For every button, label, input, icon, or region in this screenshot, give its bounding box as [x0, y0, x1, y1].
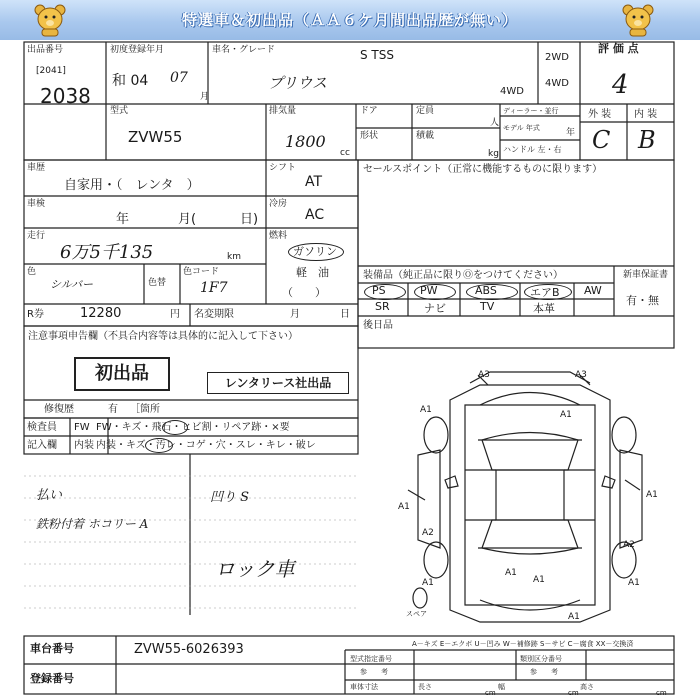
first-registration-era: 和 04 [112, 73, 149, 89]
first-registration-label: 初度登録年月 [110, 45, 165, 55]
damage-mark: A1 [398, 502, 410, 512]
damage-mark: A1 [646, 490, 658, 500]
damage-mark: A1 [533, 575, 545, 585]
dealer-label: ディーラー・並行 [503, 107, 559, 115]
damage-mark: A1 [420, 405, 432, 415]
inspector-row1: FW・キズ・飛石・ヒビ割・リペア跡・×要 [96, 422, 290, 433]
capacity-unit: 人 [490, 118, 500, 128]
first-listing-stamp: 初出品 [74, 357, 170, 391]
score-value: 4 [612, 70, 629, 100]
fuel-diesel: 軽 油 [296, 266, 329, 279]
length-label: 長さ [418, 683, 432, 691]
height-unit: cm [656, 689, 667, 697]
body-size-label: 車体寸法 [350, 683, 378, 691]
damage-mark: A3 [478, 370, 490, 380]
handwritten-line-1: 払い [36, 488, 63, 503]
spare-label: スペア [406, 610, 427, 618]
displacement-unit: cc [340, 148, 350, 158]
repair-history-value: 有 [108, 404, 118, 415]
first-registration-month: 07 [170, 70, 188, 86]
equip-sr: SR [375, 300, 390, 313]
color-code: 1F7 [200, 280, 228, 296]
equip-abs: ABS [475, 284, 497, 297]
handwritten-line-2: 鉄粉付着 ホコリー A [36, 517, 149, 531]
interior-grade: B [638, 126, 656, 154]
chassis-label: 車台番号 [30, 642, 74, 655]
chassis-number: ZVW55-6026393 [134, 642, 244, 657]
drive-2wd-option: 2WD [545, 52, 569, 63]
recycle-label: R券 [27, 309, 44, 320]
equip-airbag: エアB [530, 286, 560, 299]
color-tone-label: 色替 [148, 278, 167, 288]
category-number-label: 類別区分番号 [520, 655, 562, 663]
inspection-day: 日) [240, 212, 259, 227]
damage-mark: A3 [575, 370, 587, 380]
month-unit-label: 月 [200, 92, 210, 102]
reference-label-2: 参 考 [530, 668, 558, 676]
name-change-day: 日 [340, 309, 350, 320]
registration-label: 登録番号 [30, 672, 74, 685]
mileage-unit: km [227, 252, 241, 262]
equipment-label: 装備品（純正品に限りⓄをつけてください） [363, 270, 563, 281]
door-label: ドア [360, 106, 378, 116]
notes-label: 注意事項申告欄（不具合内容等は具体的に記入して下さい） [28, 331, 298, 342]
damage-legend: A－キズ E－エクボ U－凹み W－補修跡 S－サビ C－腐食 XX－交換済 [412, 640, 634, 648]
lot-number-label: 出品番号 [27, 45, 64, 55]
new-warranty-value: 有・無 [626, 294, 659, 307]
damage-mark: A1 [628, 578, 640, 588]
inspector-row2-lead: 内装 [74, 440, 94, 451]
model-year-label: モデル 年式 [503, 124, 540, 132]
recycle-value: 12280 [80, 306, 122, 321]
fuel-label: 燃料 [269, 231, 288, 241]
history-label: 車歴 [27, 163, 46, 173]
load-label: 積載 [416, 131, 435, 141]
car-name-label: 車名・グレード [212, 45, 276, 55]
shift-label: シフト [269, 163, 297, 173]
inspector-label: 検査員 [27, 422, 57, 433]
history-value: 自家用・（ レンタ ） [64, 178, 200, 193]
handwritten-line-3: 凹り S [210, 490, 250, 505]
type-designation-label: 型式指定番号 [350, 655, 392, 663]
interior-label: 内 装 [634, 109, 658, 120]
height-label: 高さ [580, 683, 594, 691]
mileage-value: 6万5千135 [60, 242, 154, 263]
locked-car-note: ロック車 [215, 557, 295, 581]
drive-4wd-option: 4WD [545, 78, 569, 89]
shift-value: AT [305, 174, 323, 190]
inspector-row1-lead: FW [74, 422, 90, 433]
equip-tv: TV [480, 300, 495, 313]
fuel-other: （ ） [282, 286, 326, 299]
sales-point-label: セールスポイント（正常に機能するものに限ります） [363, 164, 603, 175]
name-change-month: 月 [290, 309, 300, 320]
equip-leather: 本革 [533, 302, 555, 315]
inspection-year: 年 [116, 212, 130, 227]
model-label: 型式 [110, 106, 129, 116]
repair-history-label: 修復歴 [44, 404, 74, 415]
color-code-label: 色コード [183, 267, 220, 277]
equip-ps: PS [372, 284, 386, 297]
model-value: ZVW55 [128, 128, 183, 146]
load-unit: kg [488, 149, 499, 159]
rear-items-label: 後日品 [363, 320, 393, 331]
car-grade: S TSS [360, 48, 394, 62]
lot-sub-number: [2041] [36, 66, 66, 76]
damage-mark: A1 [568, 612, 580, 622]
color-value: シルバー [50, 278, 93, 291]
banner-title: 特選車＆初出品（ＡＡ６ケ月間出品歴が無い） [181, 11, 518, 29]
car-name: プリウス [268, 74, 327, 92]
equip-pw: PW [420, 284, 438, 297]
repair-history-suffix: ［箇所 [130, 404, 160, 415]
equip-aw: AW [584, 284, 602, 297]
displacement-value: 1800 [285, 132, 326, 151]
damage-mark: A1 [422, 578, 434, 588]
rental-lease-stamp: レンタリース社出品 [207, 372, 349, 394]
score-label: 評 価 点 [598, 42, 639, 55]
damage-mark: A1 [560, 410, 572, 420]
color-label: 色 [27, 267, 37, 277]
exterior-grade: C [592, 126, 611, 154]
damage-mark: A1 [505, 568, 517, 578]
ac-value: AC [305, 207, 325, 223]
new-warranty-label: 新車保証書 [623, 270, 669, 280]
inspection-month: 月( [178, 212, 197, 227]
mileage-label: 走行 [27, 231, 46, 241]
fuel-gasoline: ガソリン [293, 245, 337, 258]
inspection-label: 車検 [27, 199, 46, 209]
inspector-row2: 内装・キズ・汚レ・コゲ・穴・スレ・キレ・破レ [96, 440, 316, 451]
equip-navi: ナビ [424, 302, 446, 315]
name-change-label: 名変期限 [194, 309, 234, 320]
year-unit: 年 [566, 128, 576, 138]
damage-mark: A2 [623, 540, 635, 550]
width-unit: cm [568, 689, 579, 697]
exterior-label: 外 装 [588, 109, 612, 120]
recycle-unit: 円 [170, 309, 180, 320]
ac-label: 冷房 [269, 199, 288, 209]
displacement-label: 排気量 [269, 106, 297, 116]
handle-label: ハンドル 左・右 [503, 145, 562, 154]
shape-label: 形状 [360, 131, 379, 141]
drive-4wd-label: 4WD [500, 86, 524, 97]
length-unit: cm [485, 689, 496, 697]
capacity-label: 定員 [416, 106, 435, 116]
width-label: 幅 [498, 683, 505, 691]
damage-mark: A2 [422, 528, 434, 538]
reference-label-1: 参 考 [360, 668, 388, 676]
entry-field-label: 記入欄 [27, 440, 57, 451]
lot-number: 2038 [40, 84, 91, 108]
